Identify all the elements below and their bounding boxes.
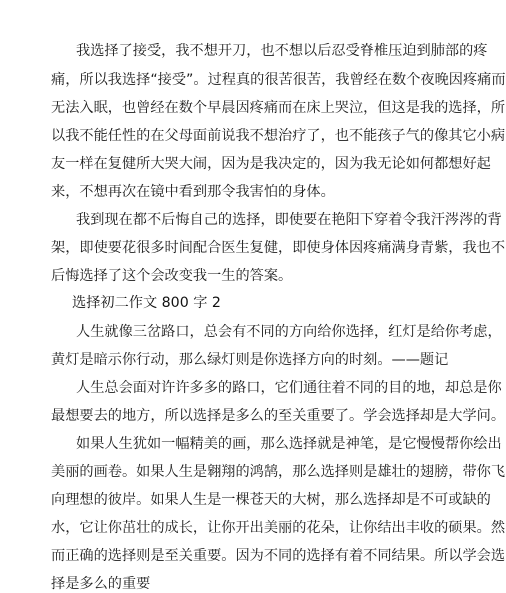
text-line: 无法入眠，也曾经在数个早晨因疼痛而在床上哭泣，但这是我的选择，所	[51, 100, 506, 116]
text-line: 黄灯是暗示你行动，那么绿灯则是你选择方向的时刻。——题记	[51, 352, 449, 368]
section-heading: 选择初二作文 800 字 2	[72, 295, 221, 311]
text-line: 如果人生犹如一幅精美的画，那么选择就是神笔，是它慢慢帮你绘出	[76, 436, 502, 452]
text-line: 择是多么的重要	[51, 576, 151, 592]
text-line: 水，它让你茁壮的成长，让你开出美丽的花朵，让你结出丰收的硕果。然	[51, 520, 506, 536]
text-line: 人生总会面对许许多多的路口，它们通往着不同的目的地，却总是你	[76, 380, 502, 396]
text-line: 架，即使要花很多时间配合医生复健，即使身体因疼痛满身青紫，我也不	[51, 240, 506, 256]
text-line: 我选择了接受，我不想开刀，也不想以后忍受脊椎压迫到肺部的疼	[76, 43, 488, 59]
text-line: 而正确的选择则是至关重要。因为不同的选择有着不同结果。所以学会选	[51, 548, 506, 564]
text-line: 向理想的彼岸。如果人生是一棵苍天的大树，那么选择却是不可或缺的	[51, 492, 491, 508]
text-line: 来，不想再次在镜中看到那令我害怕的身体。	[51, 184, 335, 200]
text-line: 人生就像三岔路口，总会有不同的方向给你选择，红灯是给你考虑，	[76, 324, 502, 340]
text-line: 以我不能任性的在父母面前说我不想治疗了，也不能孩子气的像其它小病	[51, 128, 506, 144]
text-line: 最想要去的地方，所以选择是多么的至关重要了。学会选择却是大学问。	[51, 408, 506, 424]
text-line: 后悔选择了这个会改变我一生的答案。	[51, 268, 293, 284]
text-line: 痛，所以我选择“接受”。过程真的很苦很苦，我曾经在数个夜晚因疼痛而	[51, 72, 506, 88]
text-line: 我到现在都不后悔自己的选择，即使要在艳阳下穿着令我汗涔涔的背	[76, 212, 502, 228]
text-line: 友一样在复健所大哭大闹，因为是我决定的，因为我无论如何都想好起	[51, 156, 491, 172]
text-line: 美丽的画卷。如果人生是翱翔的鸿鹄，那么选择则是雄壮的翅膀，带你飞	[51, 464, 506, 480]
